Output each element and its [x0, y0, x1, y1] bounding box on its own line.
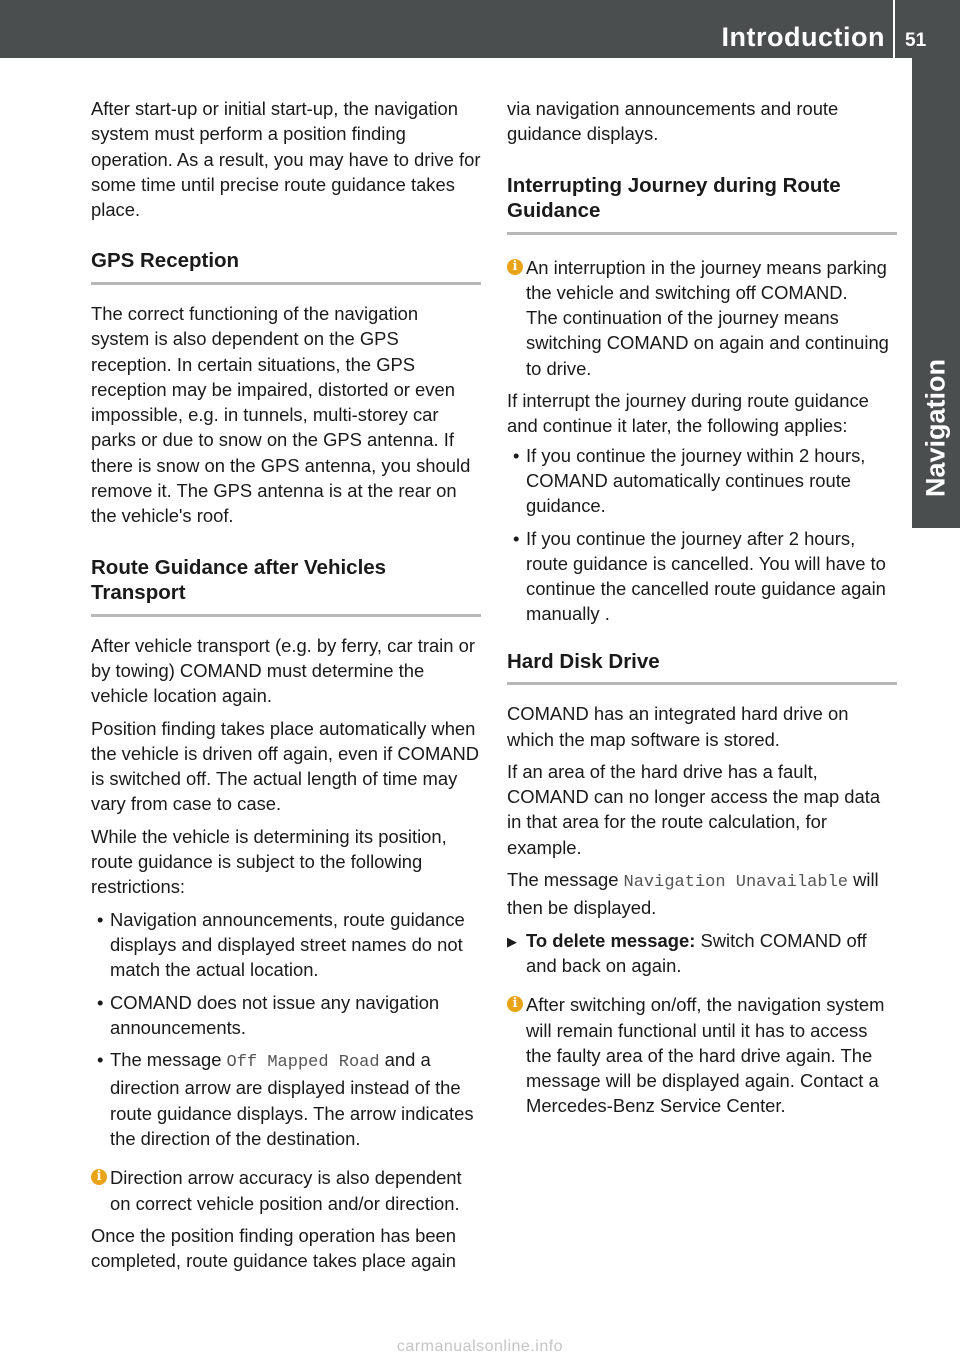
display-message-navigation-unavailable: Navigation Unavailable — [623, 873, 848, 893]
watermark: carmanualsonline.info — [396, 1338, 564, 1355]
list-item-text: Navigation announcements, route guidance displays and displayed street names do not match the actual location. — [110, 908, 465, 981]
bullet-icon: • — [97, 1049, 104, 1071]
left-column — [91, 96, 481, 1273]
gps-paragraph: The correct functioning of the navigation system is also dependent on the GPS reception. In certain situations, the GPS reception may be impaired, distorted or even impossible, e.g. in tunnels, multi-storey car parks or due to snow on the GPS antenna. If there is snow on the GPS antenna, you should remove it. The GPS antenna is at the rear on the vehicle's roof. — [91, 302, 471, 527]
info-note-text: An interruption in the journey means parking the vehicle and switching off COMAND. — [526, 256, 887, 303]
header-divider — [893, 0, 895, 58]
bullet-icon: • — [513, 444, 520, 466]
transport-paragraph-1: After vehicle transport (e.g. by ferry, car train or by towing) COMAND must determine the vehicle location again. — [91, 634, 475, 707]
closing-paragraph: Once the position finding operation has been completed, route guidance takes place again — [91, 1224, 457, 1272]
list-item — [507, 443, 897, 519]
continuation-paragraph: via navigation announcements and route guidance displays. — [507, 98, 839, 145]
info-note-text: Direction arrow accuracy is also dependent on correct vehicle position and/or direction. — [110, 1167, 462, 1214]
list-item — [91, 990, 481, 1041]
list-item — [91, 1047, 481, 1151]
chapter-tab-label: Navigation — [920, 358, 951, 498]
info-note — [507, 255, 897, 381]
bullet-icon: • — [97, 991, 104, 1013]
hdd-text-post: will then be displayed. — [507, 869, 879, 919]
info-icon: i — [507, 259, 523, 275]
bullet-icon: • — [513, 527, 520, 549]
list-item — [91, 907, 481, 983]
heading-gps-reception: GPS Reception — [91, 248, 481, 285]
display-message-off-mapped-road: Off Mapped Road — [226, 1053, 380, 1073]
hdd-paragraph-2: If an area of the hard drive has a fault, COMAND can no longer access the map data in that area for the route calculation, for example. — [507, 760, 881, 858]
heading-interrupting-journey: Interrupting Journey during Route Guidance — [507, 173, 897, 235]
intro-paragraph: After start-up or initial start-up, the navigation system must perform a position finding operation. As a result, you may have to drive for some time until precise route guidance takes place. — [91, 98, 481, 221]
right-column — [507, 96, 897, 1119]
heading-hard-disk-drive: Hard Disk Drive — [507, 649, 897, 686]
heading-route-guidance-transport: Route Guidance after Vehicles Transport — [91, 555, 481, 617]
info-note — [91, 1165, 481, 1216]
transport-paragraph-2: Position finding takes place automatically when the vehicle is driven off again, even if COMAND is switched off. The actual length of time may vary from case to case. — [91, 717, 480, 815]
section-title: Introduction — [721, 22, 885, 52]
list-item-text: If you continue the journey within 2 hours, COMAND automatically continues route guidance. — [526, 444, 866, 517]
action-step — [507, 928, 897, 979]
bullet-icon: • — [97, 908, 104, 930]
info-note-text: After switching on/off, the navigation system will remain functional until it has to access the faulty area of the hard drive again. The message will be displayed again. Contact a Mercedes-Benz Service Center. — [526, 994, 885, 1117]
interrupt-paragraph: If interrupt the journey during route guidance and continue it later, the following applies: — [507, 390, 869, 437]
hdd-text-pre: The message — [507, 869, 624, 891]
info-icon: i — [507, 996, 523, 1012]
transport-paragraph-3: While the vehicle is determining its position, route guidance is subject to the following restrictions: — [91, 825, 447, 898]
page-number: 51 — [905, 30, 927, 51]
hdd-paragraph-3 — [507, 867, 897, 921]
info-note-text: The continuation of the journey means switching COMAND on again and continuing to drive. — [526, 307, 889, 379]
info-note — [507, 992, 897, 1118]
info-icon: i — [91, 1169, 107, 1185]
list-item-text: COMAND does not issue any navigation announcements. — [110, 991, 440, 1038]
list-item — [507, 526, 897, 627]
play-arrow-icon: ▶ — [507, 933, 517, 949]
list-item-text-post: and a direction arrow are displayed instead of the route guidance displays. The arrow indicates the direction of the destination. — [110, 1049, 474, 1149]
action-text: Switch COMAND off and back on again. — [526, 929, 867, 976]
list-item-text: If you continue the journey after 2 hours, route guidance is cancelled. You will have to continue the cancelled route guidance again manually . — [526, 527, 886, 625]
hdd-paragraph-1: COMAND has an integrated hard drive on which the map software is stored. — [507, 703, 849, 750]
list-item-text-pre: The message — [110, 1049, 227, 1071]
action-label: To delete message: — [526, 929, 696, 951]
